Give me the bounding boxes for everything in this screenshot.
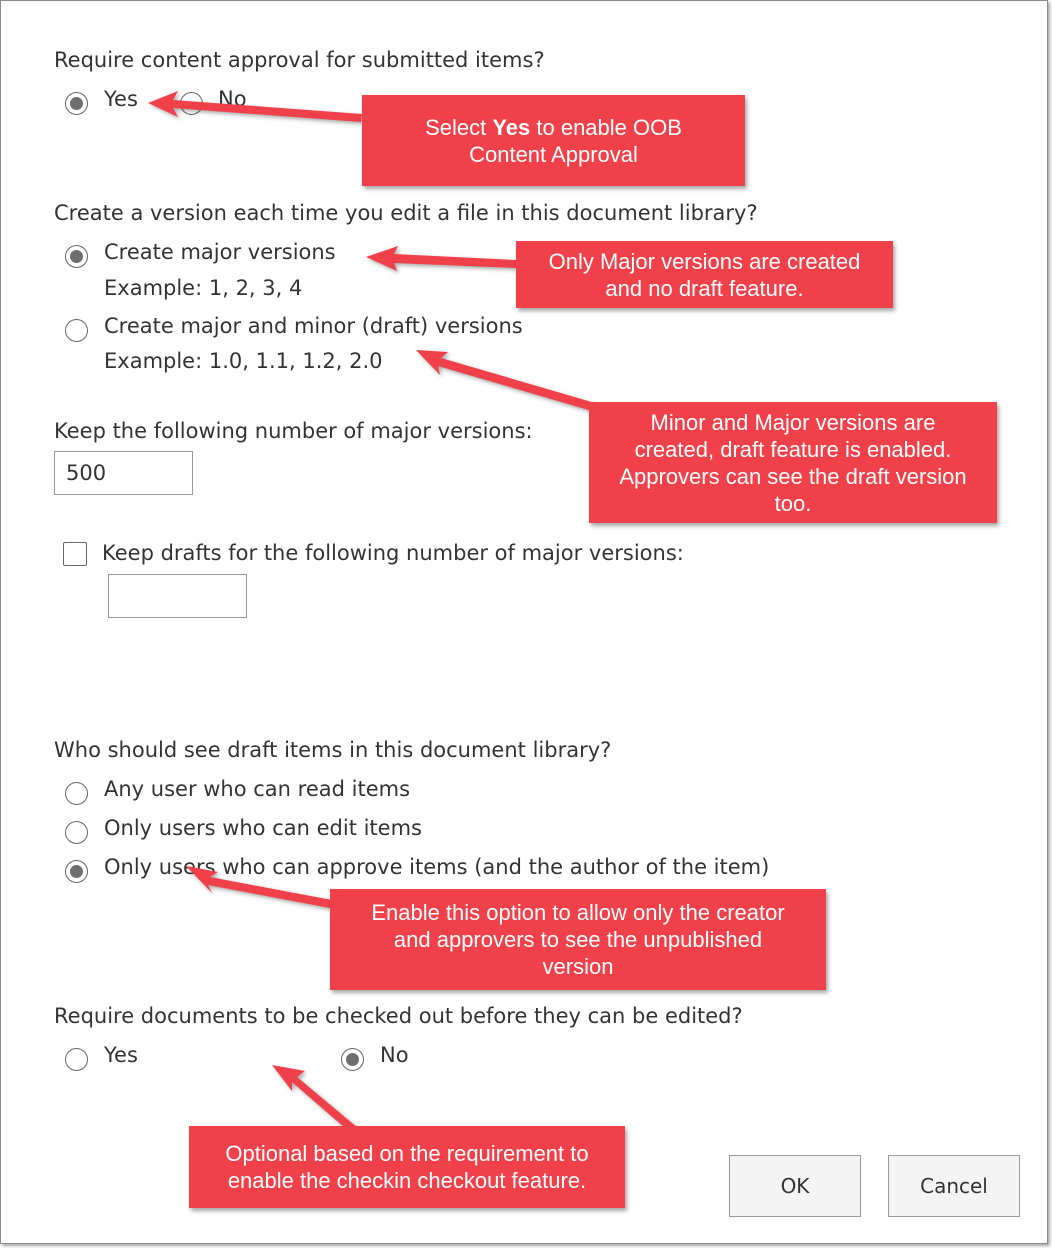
keep-drafts-label: Keep drafts for the following number of major versions: — [102, 541, 684, 565]
callout-major-line1: Only Major versions are created — [548, 248, 861, 274]
minor-versions-example: Example: 1.0, 1.1, 1.2, 2.0 — [104, 349, 383, 373]
callout-draft-visibility — [330, 889, 826, 990]
versioning-question: Create a version each time you edit a file in this document library? — [54, 201, 758, 225]
callout-approval-text-before: Select — [425, 114, 493, 140]
arrow-visibility — [186, 866, 332, 908]
callout-minor-versions — [589, 402, 997, 523]
visibility-edit-label: Only users who can edit items — [104, 816, 422, 840]
callout-visibility-line1: Enable this option to allow only the creator — [371, 900, 785, 925]
callout-approval-text-after: to enable OOB — [530, 114, 682, 140]
callout-checkout — [189, 1126, 625, 1208]
visibility-approve-label: Only users who can approve items (and the author of the item) — [104, 855, 770, 879]
arrow-major — [366, 246, 516, 271]
callout-approval-line2: Content Approval — [469, 141, 638, 167]
arrow-minor — [416, 350, 595, 411]
arrow-checkout — [272, 1065, 358, 1134]
callout-minor-line4: too. — [774, 490, 812, 516]
cancel-button[interactable]: Cancel — [888, 1155, 1020, 1217]
draft-visibility-question: Who should see draft items in this document library? — [54, 738, 612, 762]
visibility-read-label: Any user who can read items — [104, 777, 411, 801]
callout-major-line2: and no draft feature. — [605, 275, 804, 301]
content-approval-yes-label: Yes — [104, 87, 138, 111]
major-versions-label: Create major versions — [104, 240, 336, 264]
callout-minor-line1: Minor and Major versions are — [650, 409, 936, 435]
callout-minor-line3: Approvers can see the draft version — [619, 463, 967, 489]
checkout-no-label: No — [380, 1043, 409, 1067]
arrow-approval — [148, 91, 362, 122]
callout-minor-line2: created, draft feature is enabled. — [634, 436, 952, 462]
ok-button[interactable]: OK — [729, 1155, 861, 1217]
major-limit-label: Keep the following number of major versions: — [54, 419, 533, 443]
callout-major-versions — [516, 241, 893, 308]
checkout-question: Require documents to be checked out before they can be edited? — [54, 1004, 743, 1028]
callout-visibility-line2: and approvers to see the unpublished — [393, 927, 763, 952]
callout-checkout-line2: enable the checkin checkout feature. — [227, 1168, 587, 1193]
callout-visibility-line3: version — [542, 954, 614, 979]
callout-checkout-line1: Optional based on the requirement to — [225, 1141, 589, 1166]
content-approval-no-label: No — [218, 87, 247, 111]
major-limit-input[interactable]: 500 — [54, 451, 193, 495]
minor-versions-label: Create major and minor (draft) versions — [104, 314, 523, 338]
checkout-yes-label: Yes — [104, 1043, 138, 1067]
major-versions-example: Example: 1, 2, 3, 4 — [104, 276, 303, 300]
callout-content-approval — [362, 95, 745, 186]
content-approval-question: Require content approval for submitted items? — [54, 48, 545, 72]
callout-approval-bold: Yes — [492, 114, 531, 140]
